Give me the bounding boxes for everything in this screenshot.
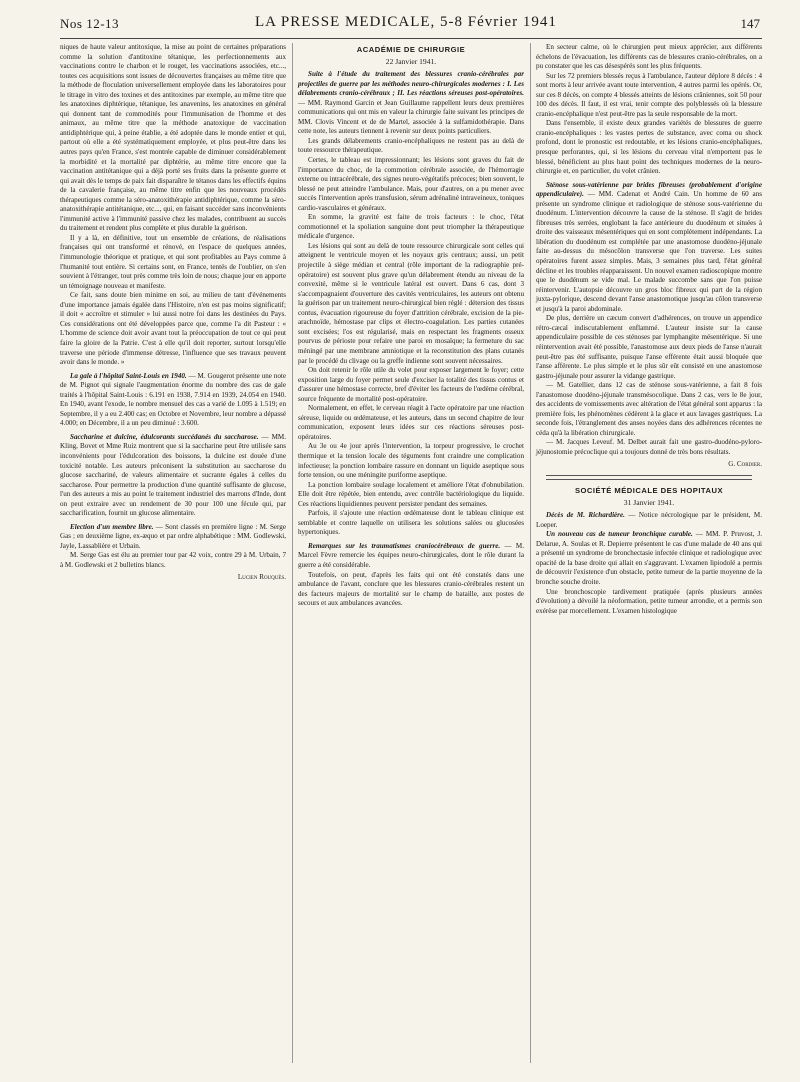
paragraph: Au 3e ou 4e jour après l'intervention, la torpeur progressive, le crochet thermique et la tension locale des téguments font craindre une complication infectieuse; la ponction lombaire rassure en donnant un liquide aseptique sous forte tension, ou une méningite puriforme aseptique. bbox=[298, 442, 524, 480]
article-title: Saccharine et dulcine, édulcorants succédanés du saccharose. bbox=[70, 432, 259, 441]
page-header bbox=[60, 16, 760, 36]
column-separator bbox=[530, 43, 531, 1063]
article-election bbox=[60, 523, 286, 552]
article-body: — Notice nécrologique par le président, M. Loeper. bbox=[536, 511, 762, 529]
section-divider bbox=[546, 475, 752, 480]
author-signature: Lucien Rouquès. bbox=[237, 572, 286, 581]
paragraph: — M. Jacques Leveuf. M. Delbet aurait fait une gastro-duodéno-pyloro-jéjunostomie précoclique qui a toujours donné de très bons résultats. bbox=[536, 438, 762, 456]
paragraph: Normalement, en effet, le cerveau réagit à l'acte opératoire par une réaction séreuse, liquide ou œdémateuse, et les auteurs, dans un second chapitre de leur communication, exposent leurs idées sur ces réactions séreuses post-opératoires. bbox=[298, 404, 524, 441]
article-title: Suite à l'étude du traitement des blessures cranio-cérébrales par projectiles de guerre par les méthodes neuro-chirurgicales modernes : I. Les délabrements cranio-cérébraux ; II. Les réactions séreuses post-opératoires. bbox=[298, 70, 524, 98]
column-separator bbox=[292, 43, 293, 1063]
article-body: — MM. Cadenat et André Cain. Un homme de 60 ans présente un syndrome clinique et radiologique de sténose sous-vatérienne du duodénum. L'intervention découvre la cause de la sténose. Il s'agit de brides fibreuses très serrées, englobant la face antérieure du duodénum et situées à droite des vaisseaux mésentériques qui en sont complètement indépendants. La libération du duodénum est complétée par une anastomose duodéno-jéjunale faite au-dessus du mésocôlon transverse que l'on traverse. Les suites opératoires furent assez simples. Mais, 3 semaines plus tard, l'état général décline et les troubles réapparaissent. Un nouvel examen radioscopique montre que le duodénum se vide mal. Le malade succombe sans que l'on puisse réintervenir. L'autopsie découvre un gros bloc fibreux qui part de la région juxta-pylorique, descend devant l'anse anastomotique jusqu'au côlon transverse et jusqu'à la paroi abdominale. bbox=[536, 190, 762, 313]
article-gale bbox=[60, 372, 286, 429]
article-saccharine bbox=[60, 433, 286, 519]
page-number: 147 bbox=[740, 16, 760, 31]
section-heading: SOCIÉTÉ MÉDICALE DES HOPITAUX bbox=[574, 486, 724, 496]
column-right bbox=[536, 43, 762, 616]
paragraph: M. Serge Gas est élu au premier tour par 42 voix, contre 29 à M. Urbain, 7 à M. Godlewski et 2 bulletins blancs. bbox=[60, 551, 286, 569]
paragraph: Il y a là, en définitive, tout un ensemble de créations, de réalisations françaises qui ont transformé et rénové, en l'espace de quelques années, l'immunologie théorique et pratique, et qui sont profitables au Pays comme à l'humanité tout entière. Si certains sont, en France, tentés de l'oublier, on s'en souvient à l'étranger, tout près comme très loin de nous; chaque jour en apporte un témoignage nouveau et manifeste. bbox=[60, 233, 286, 290]
paragraph: — M. Gatellier, dans 12 cas de sténose sous-vatérienne, a fait 8 fois l'anastomose duodéno-jéjunale transmésocolique. Dans 2 cas, vers le 8e jour, des accidents de vomissements avec altération de l'état général sont apparus : la première fois, les phénomènes cédèrent à la glace et aux lavages gastriques. La seconde fois, l'étranglement des anses noyées dans des adhérences récentes ne céda qu'à la libération chirurgicale. bbox=[536, 381, 762, 437]
article-stenose bbox=[536, 181, 762, 315]
paragraph: De plus, derrière un cæcum convert d'adhérences, on trouve un appendice rétro-cæcal indiscutablement enflammé. L'auteur insiste sur la cause appendiculaire possible de ces sténoses par lymphangite mésentérique. Si une réintervention avait été possible, l'anastomose aux deux pieds de l'anse n'aurait peut-être pas été suffisante, puisque l'anse efférente était aussi bloquée que l'anse afférente. Le plus simple et le plus sûr eût consisté en une anastomose gastro-jéjunale pour assurer la vidange gastrique. bbox=[536, 314, 762, 380]
article-title: Décès de M. Richardière. bbox=[546, 511, 625, 520]
column-middle bbox=[298, 43, 524, 609]
issue-number: Nos 12-13 bbox=[60, 16, 120, 31]
paragraph: Les lésions qui sont au delà de toute ressource chirurgicale sont celles qui atteignent le ventricule moyen et les noyaux gris centraux; aussi, un petit projectile à siège médian et central (rôle important de la radiographie pré-opératoire) est souvent plus grave qu'un délabrement étendu au niveau de la convexité, même si le ventricule latéral est ouvert. Dans 6 cas, dont 3 s'accompagnaient d'ouverture des cavités ventriculaires, les auteurs ont obtenu la guérison par un traitement neuro-chirurgical bien réglé : détersion des tissus contus, évacuation rigoureuse du foyer d'attrition cérébrale, excision de la pie-arachnoïde, hémostase par clips et électro-coagulation. Les parties cutanées sont excisées; l'os est régularisé, mais en respectant les fragments osseux pourvus de périoste pour refaire une paroi en mosaïque; la fermeture du sac méningé par une membrane amniotique et la reconstitution des plans cutanés par le procédé du clivage ou la greffe indienne sont souvent nécessaires. bbox=[298, 241, 524, 365]
paragraph: Les grands délabrements cranio-encéphaliques ne restent pas au delà de toute ressource thérapeutique. bbox=[298, 136, 524, 155]
paragraph: Certes, le tableau est impressionnant; les lésions sont graves du fait de l'importance du choc, de la commotion cérébrale associée, de l'hémorragie externe ou intracérébrale, des signes neuro-végétatifs précoces; bien souvent, le blessé ne peut atteindre l'ambulance. Mais, pour d'autres, on a pu mener avec succès l'intervention après transfusion, sérum adrénaliné intraveineux, toniques cardio-vasculaires et généraux. bbox=[298, 156, 524, 212]
section-date: 31 Janvier 1941. bbox=[623, 497, 675, 507]
article-title: Sténose sous-vatérienne par brides fibreuses (probablement d'origine appendiculaire). bbox=[536, 180, 762, 199]
journal-title: LA PRESSE MEDICALE, 5-8 Février 1941 bbox=[255, 14, 557, 30]
paragraph: La ponction lombaire soulage localement et améliore l'état d'obnubilation. Elle doit être répétée, bien entendu, avec contrôle bactériologique du liquide. Ces réactions liquidiennes peuvent persister pendant des semaines. bbox=[298, 480, 524, 508]
paragraph: Ce fait, sans doute bien minime en soi, au milieu de tant d'événements d'une importance jamais égalée dans l'Histoire, n'en est pas moins significatif; il doit « accroître et stimuler » lui aussi notre foi dans les destinées du Pays. Ces considérations ont été développées parce que, comme l'a dit Pasteur : « L'homme de science doit avoir avant tout la préoccupation de tout ce qui peut faire la gloire de la Patrie. C'est à elle qu'il doit reporter, surtout lorsqu'elle traverse une période d'immense détresse, l'influence que ses travaux peuvent avoir dans le monde. » bbox=[60, 291, 286, 367]
paragraph: On doit retenir le rôle utile du volet pour exposer largement le foyer; cette exposition large du foyer permet seule d'exciser la totalité des tissus contus et d'assurer une hémostase correcte, bref d'éviter les facteurs de l'œdème cérébral, source fréquente de mortalité post-opératoire. bbox=[298, 366, 524, 403]
article-body: — M. Gougerot présente une note de M. Pignot qui signale l'augmentation énorme du nombre des cas de gale traités à l'hôpital Saint-Louis : 6.191 en 1938, 7.914 en 1939, 24.054 en 1940. En 1940, avant l'exode, le nombre mensuel des cas a varié de 1.095 à 1.519; en Septembre, il y a eu 2.400 cas; en Octobre et Novembre, leur nombre a dépassé 4.000; en Décembre, il a un peu diminué : 3.600. bbox=[60, 371, 286, 428]
section-heading: ACADÉMIE DE CHIRURGIE bbox=[356, 45, 466, 54]
author-signature: G. Cordier. bbox=[728, 459, 762, 468]
article-deces bbox=[536, 511, 762, 530]
paragraph: Toutefois, on peut, d'après les faits qui ont été constatés dans une ambulance de l'avant, conclure que les blessures cranio-cérébrales restent un des facteurs majeurs de mortalité sur le champ de bataille, aux postes de secours et aux ambulances avancées. bbox=[298, 570, 524, 608]
article-tumeur bbox=[536, 530, 762, 587]
article-body: — MM. Kling, Bovet et Mme Ruiz montrent que si la saccharine peut être utilisée sans inconvénients pour l'édulcoration des boissons, la dulcine est douée d'une toxicité notable. Les auteurs préconisent la substitution au saccharose du glucose sacchariné, de valeurs alimentaire et sucrante égales à celles du saccharose. Pour permettre la production d'une quantité suffisante de glucose, l'un des auteurs a mis au point le traitement industriel des marrons d'Inde, dont on peut extraire avec un rendement de 30 pour 100 une fécule qui, par saccharification, fournit un glucose alimentaire. bbox=[60, 432, 286, 518]
paragraph: Sur les 72 premiers blessés reçus à l'ambulance, l'auteur déplore 8 décès : 4 sont morts à leur arrivée avant toute intervention, 4 autres parmi les opérés. Or, sur ces 8 décès, on compte 4 blessés atteints de lésions crâniennes, soit 50 pour 100 des décès. Il faut, il est vrai, tenir compte des polyblessés où la blessure cranio-encéphalique n'est peut-être pas la seule responsable de la mort. bbox=[536, 71, 762, 118]
paragraph: Une bronchoscopie tardivement pratiquée (après plusieurs années d'évolution) a dévoilé la néoformation, petite tumeur arrondie, et a permis son exérèse par morcellement. L'examen histologique bbox=[536, 587, 762, 615]
paragraph: Dans l'ensemble, il existe deux grandes variétés de blessures de guerre cranio-encéphaliques : les vastes pertes de substance, avec coma ou shock profond, dont le pronostic est redoutable, et les lésions cranio-encéphaliques, presque perforantes, qui, si les lésions du cerveau vital n'emportent pas le blessé, bénéficient au plus haut point des techniques modernes de la neuro-chirurgie et, en particulier, du volet crânien. bbox=[536, 119, 762, 176]
header-rule bbox=[60, 38, 762, 39]
article-title: Election d'un membre libre. bbox=[70, 522, 154, 531]
paragraph: En secteur calme, où le chirurgien peut mieux apprécier, aux différents échelons de l'évacuation, les différents cas de blessures cranio-cérébrales, on a pu constater que les cas désespérés sont les plus fréquents. bbox=[536, 43, 762, 71]
article-title: La gale à l'hôpital Saint-Louis en 1940. bbox=[70, 371, 187, 380]
paragraph: En somme, la gravité est faite de trois facteurs : le choc, l'état commotionnel et la spoliation sanguine dont peut triompher la thérapeutique médicale d'urgence. bbox=[298, 213, 524, 241]
paragraph: Parfois, il s'ajoute une réaction œdémateuse dont le tableau clinique est semblable et contre laquelle on utilisera les solutions salées ou glucosées hypertoniques. bbox=[298, 509, 524, 537]
paragraph: niques de haute valeur antitoxique, la mise au point de certaines préparations comme la solution d'antitoxine tétanique, les perfectionnements aux vaccinations contre le charbon et le rouget, les vaccinations associées, etc..., toutes ces acquisitions sont issues de découvertes françaises au même titre que la méthode de floculation universellement employée dans les laboratoires pour le titrage in vitro des toxines et des antitoxines par exemple, au même titre que les anatoxines diphtérique, tétanique, les anavenins, les anatoxines en général qui donnent tant de commodités pour l'immunisation de l'homme et des animaux, au même titre que la méthode anatoxique de vaccination antidiphtérique qui, à peine établie, a été adoptée dans le monde entier et qui, partout où elle a été systématiquement employée, et plus peut-être dans les autres pays qu'en France, s'est montrée capable de diminuer considérablement la morbidité et la mortalité par diphtérie, au même titre encore que la vaccination antitétanique qui a déjà porté ses fruits dans la présente guerre et qui avait dès le temps de paix fait disparaître le tétanos dans les effectifs équins de la cavalerie française, au même titre enfin que les nouveaux procédés thérapeutiques comme la séro-anatoxithérapie antidiphtérique, comme la séro-anatoxithérapie antitétanique, etc..., qui, en faisant succéder sans inconvénients l'immunité active à l'immunité passive chez les malades, contribuent au succès du traitement et rendent plus complète et plus durable la guérison. bbox=[60, 43, 286, 233]
section-date: 22 Janvier 1941. bbox=[385, 56, 437, 66]
article-title: Remarques sur les traumatismes craniocérébraux de guerre. bbox=[308, 541, 501, 550]
article-cranio bbox=[298, 70, 524, 137]
article-body: — MM. Raymond Garcin et Jean Guillaume rappellent leurs deux premières communications qui ont mis en valeur la chirurgie faite suivant les principes de MM. Clovis Vincent et de de Martel, associée à la sulfamidothérapie. Dans cette note, les auteurs tiennent à revenir sur deux points particuliers. bbox=[298, 98, 524, 136]
article-body: — Sont classés en première ligne : M. Serge Gas ; en deuxième ligne, ex-æquo et par ordre alphabétique : MM. Godlewski, Jayle, Lassablière et Urbain. bbox=[60, 522, 286, 550]
article-traumatismes bbox=[298, 542, 524, 571]
article-title: Un nouveau cas de tumeur bronchique curable. bbox=[546, 530, 693, 539]
article-body: — M. Marcel Fèvre remercie les équipes neuro-chirurgicales, dont le rôle durant la guerre a été considérable. bbox=[298, 541, 524, 569]
column-left bbox=[60, 43, 286, 582]
article-body: — MM. P. Pruvost, J. Delarue, A. Soulas et R. Depierre présentent le cas d'une malade de 40 ans qui a présenté un syndrome de bronchectasie infectée clinique et radiologique avec opacité de la base droite qui allait en s'aggravant. L'examen lipiodolé a permis de découvrir l'existence d'un obstacle, petite tumeur de la partie moyenne de la bronche souche droite. bbox=[536, 530, 762, 586]
